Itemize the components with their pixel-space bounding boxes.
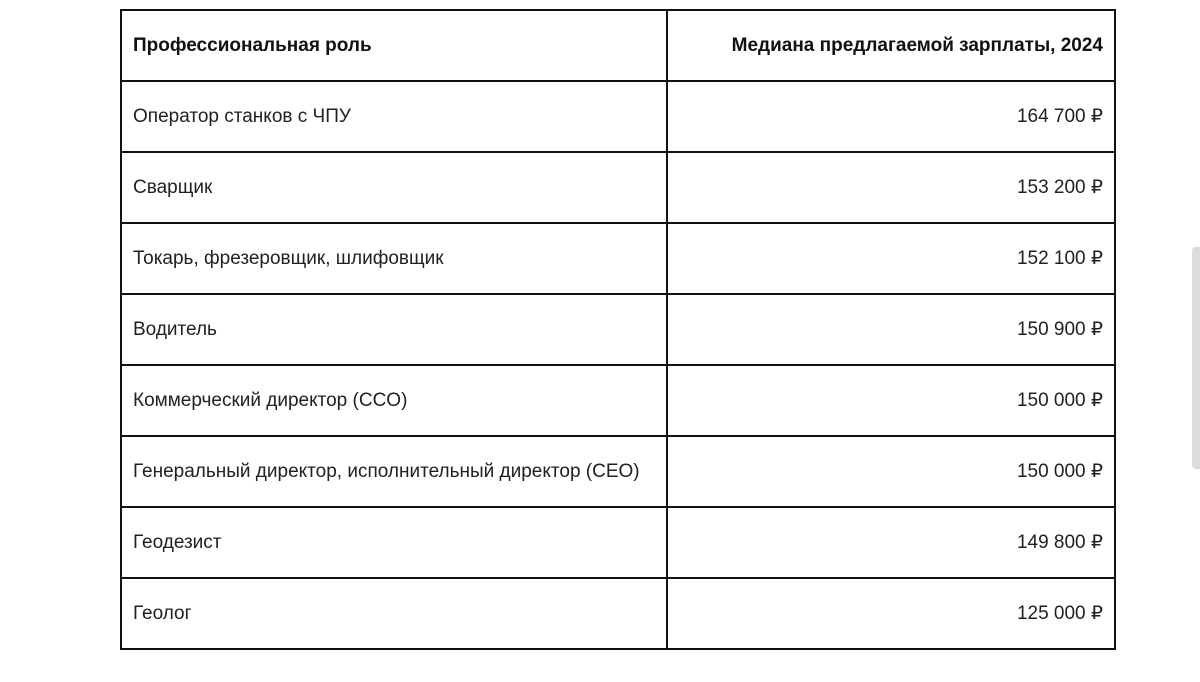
role-cell: Токарь, фрезеровщик, шлифовщик bbox=[121, 223, 667, 294]
role-cell: Генеральный директор, исполнительный директор (CEO) bbox=[121, 436, 667, 507]
salary-cell: 149 800 ₽ bbox=[667, 507, 1115, 578]
salary-cell: 153 200 ₽ bbox=[667, 152, 1115, 223]
scrollbar-thumb[interactable] bbox=[1192, 247, 1200, 469]
salary-cell: 150 900 ₽ bbox=[667, 294, 1115, 365]
role-cell: Сварщик bbox=[121, 152, 667, 223]
table-row bbox=[121, 507, 1115, 578]
role-cell: Оператор станков с ЧПУ bbox=[121, 81, 667, 152]
role-cell: Геодезист bbox=[121, 507, 667, 578]
role-cell: Коммерческий директор (CCO) bbox=[121, 365, 667, 436]
role-cell: Водитель bbox=[121, 294, 667, 365]
salary-cell: 150 000 ₽ bbox=[667, 365, 1115, 436]
salary-cell: 150 000 ₽ bbox=[667, 436, 1115, 507]
table-row bbox=[121, 365, 1115, 436]
table-header-row bbox=[121, 10, 1115, 81]
table-row bbox=[121, 436, 1115, 507]
role-cell: Геолог bbox=[121, 578, 667, 649]
salary-cell: 152 100 ₽ bbox=[667, 223, 1115, 294]
header-salary: Медиана предлагаемой зарплаты, 2024 bbox=[667, 10, 1115, 81]
salary-cell: 125 000 ₽ bbox=[667, 578, 1115, 649]
table-row bbox=[121, 223, 1115, 294]
table-row bbox=[121, 152, 1115, 223]
table-row bbox=[121, 81, 1115, 152]
salary-table bbox=[120, 9, 1116, 650]
table-row bbox=[121, 294, 1115, 365]
header-role: Профессиональная роль bbox=[121, 10, 667, 81]
table-row bbox=[121, 578, 1115, 649]
salary-cell: 164 700 ₽ bbox=[667, 81, 1115, 152]
